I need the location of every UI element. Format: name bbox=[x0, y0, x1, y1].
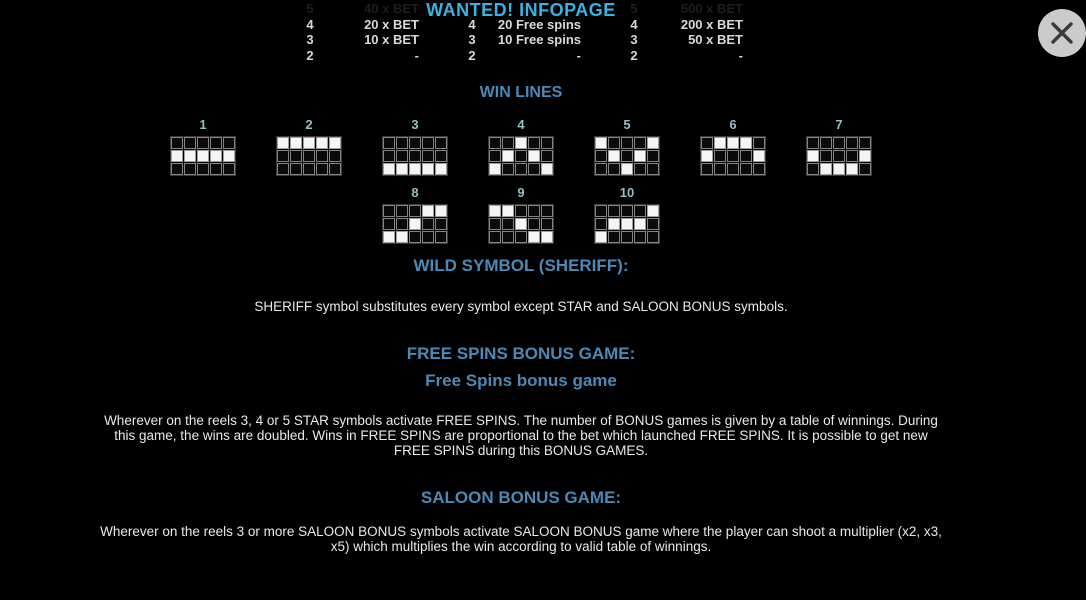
win-line-cell-off bbox=[171, 163, 183, 175]
symbol-count: 4 bbox=[468, 16, 476, 32]
win-line-grid bbox=[276, 136, 342, 176]
win-line-cell-off bbox=[647, 231, 659, 243]
wild-symbol-heading: WILD SYMBOL (SHERIFF): bbox=[413, 256, 629, 275]
win-line-cell-off bbox=[223, 163, 235, 175]
win-line-cell-off bbox=[290, 150, 302, 162]
win-line-cell-on bbox=[634, 150, 646, 162]
paytable-row bbox=[299, 48, 419, 64]
win-line-cell-off bbox=[647, 150, 659, 162]
win-line-cell-off bbox=[502, 137, 514, 149]
payout-value: 10 Free spins bbox=[497, 32, 581, 47]
win-line-number: 10 bbox=[619, 185, 635, 200]
win-line-cell-on bbox=[316, 137, 328, 149]
win-line-cell-on bbox=[647, 137, 659, 149]
win-line-cell-on bbox=[846, 163, 858, 175]
win-line-cell-off bbox=[753, 163, 765, 175]
win-line-cell-off bbox=[595, 205, 607, 217]
win-line-cell-off bbox=[396, 137, 408, 149]
symbol-count: 3 bbox=[468, 32, 476, 47]
win-line-cell-off bbox=[807, 163, 819, 175]
win-line-number: 4 bbox=[517, 117, 525, 132]
win-line-grid bbox=[382, 136, 448, 176]
win-line-cell-on bbox=[621, 218, 633, 230]
win-line-cell-on bbox=[859, 150, 871, 162]
win-line-cell-off bbox=[820, 137, 832, 149]
win-line-cell-off bbox=[701, 137, 713, 149]
win-line-cell-on bbox=[701, 150, 713, 162]
win-line-number: 7 bbox=[835, 117, 843, 132]
win-line-cell-on bbox=[647, 205, 659, 217]
win-line-cell-off bbox=[277, 163, 289, 175]
win-line-cell-off bbox=[528, 205, 540, 217]
win-line-grid bbox=[594, 204, 660, 244]
win-line-cell-off bbox=[383, 218, 395, 230]
win-line-cell-off bbox=[515, 205, 527, 217]
win-line-cell-off bbox=[859, 163, 871, 175]
win-line-cell-off bbox=[608, 137, 620, 149]
win-line-cell-on bbox=[396, 163, 408, 175]
win-line-cell-off bbox=[184, 137, 196, 149]
win-line-cell-off bbox=[714, 150, 726, 162]
win-line-cell-on bbox=[290, 137, 302, 149]
win-line-cell-on bbox=[502, 205, 514, 217]
win-line-2 bbox=[276, 116, 342, 176]
win-lines-title: WIN LINES bbox=[479, 84, 563, 101]
win-line-number: 6 bbox=[729, 117, 737, 132]
win-line-cell-off bbox=[383, 150, 395, 162]
win-line-cell-off bbox=[383, 205, 395, 217]
win-line-cell-off bbox=[383, 137, 395, 149]
payout-value: - bbox=[576, 47, 581, 63]
win-line-cell-off bbox=[489, 231, 501, 243]
win-line-cell-on bbox=[197, 150, 209, 162]
win-line-cell-off bbox=[184, 163, 196, 175]
win-line-cell-on bbox=[489, 205, 501, 217]
win-line-cell-on bbox=[608, 218, 620, 230]
win-line-number: 2 bbox=[305, 117, 313, 132]
win-line-cell-off bbox=[409, 231, 421, 243]
free-spins-heading: FREE SPINS BONUS GAME: bbox=[406, 344, 636, 363]
win-line-cell-on bbox=[820, 163, 832, 175]
win-line-cell-off bbox=[329, 150, 341, 162]
win-line-cell-off bbox=[515, 163, 527, 175]
win-line-cell-on bbox=[383, 163, 395, 175]
win-line-cell-off bbox=[859, 137, 871, 149]
win-line-cell-off bbox=[740, 163, 752, 175]
win-line-cell-off bbox=[489, 150, 501, 162]
win-line-cell-off bbox=[396, 218, 408, 230]
win-line-cell-on bbox=[621, 163, 633, 175]
payout-value: 20 x BET bbox=[364, 16, 419, 32]
win-line-cell-off bbox=[714, 163, 726, 175]
win-line-grid bbox=[170, 136, 236, 176]
win-line-cell-off bbox=[435, 150, 447, 162]
win-line-5 bbox=[594, 116, 660, 176]
payout-value: - bbox=[414, 47, 419, 63]
win-line-1 bbox=[170, 116, 236, 176]
win-line-9 bbox=[488, 184, 554, 244]
win-line-cell-off bbox=[277, 150, 289, 162]
payout-value: 10 x BET bbox=[364, 32, 419, 47]
win-line-cell-on bbox=[727, 137, 739, 149]
win-lines-row bbox=[0, 184, 1042, 244]
win-line-cell-on bbox=[184, 150, 196, 162]
win-line-cell-off bbox=[489, 137, 501, 149]
win-line-cell-off bbox=[595, 218, 607, 230]
payout-value: - bbox=[738, 47, 743, 63]
win-line-cell-off bbox=[329, 163, 341, 175]
payout-value: 40 x BET bbox=[364, 1, 419, 16]
win-line-cell-on bbox=[595, 137, 607, 149]
win-line-cell-on bbox=[422, 163, 434, 175]
win-line-cell-off bbox=[833, 137, 845, 149]
win-line-cell-off bbox=[515, 231, 527, 243]
symbol-count: 3 bbox=[306, 32, 314, 47]
win-line-cell-off bbox=[634, 163, 646, 175]
free-spins-text bbox=[0, 414, 1042, 458]
payout-value: 200 x BET bbox=[680, 16, 743, 32]
symbol-count: 2 bbox=[468, 47, 476, 63]
win-line-cell-off bbox=[396, 150, 408, 162]
win-line-cell-off bbox=[502, 231, 514, 243]
wild-symbol-text-inner: SHERIFF symbol substitutes every symbol except STAR and SALOON BONUS symbols. bbox=[254, 299, 788, 314]
win-line-cell-on bbox=[541, 163, 553, 175]
win-line-cell-on bbox=[329, 137, 341, 149]
win-line-cell-off bbox=[409, 137, 421, 149]
win-line-cell-on bbox=[489, 163, 501, 175]
win-line-cell-off bbox=[727, 163, 739, 175]
win-line-grid bbox=[488, 204, 554, 244]
payout-value: 500 x BET bbox=[680, 1, 743, 16]
win-line-cell-off bbox=[223, 137, 235, 149]
win-line-cell-off bbox=[634, 205, 646, 217]
win-line-cell-on bbox=[608, 150, 620, 162]
win-line-cell-off bbox=[608, 205, 620, 217]
win-line-cell-off bbox=[634, 231, 646, 243]
win-line-cell-on bbox=[595, 231, 607, 243]
saloon-bonus-text-inner: Wherever on the reels 3 or more SALOON BONUS symbols activate SALOON BONUS game where the player can shoot a multiplier (x2, x3, x5) which multiplies the win according to valid table of winnings. bbox=[100, 524, 942, 554]
win-line-cell-on bbox=[396, 231, 408, 243]
free-spins-subheading: Free Spins bonus game bbox=[425, 371, 617, 390]
win-line-cell-off bbox=[846, 150, 858, 162]
win-line-cell-off bbox=[753, 137, 765, 149]
win-line-cell-off bbox=[422, 150, 434, 162]
win-line-grid bbox=[594, 136, 660, 176]
win-line-cell-off bbox=[409, 150, 421, 162]
win-line-grid bbox=[488, 136, 554, 176]
win-line-number: 5 bbox=[623, 117, 631, 132]
win-line-cell-off bbox=[541, 205, 553, 217]
win-line-cell-off bbox=[502, 218, 514, 230]
win-line-cell-on bbox=[409, 163, 421, 175]
wild-symbol-text bbox=[0, 300, 1042, 315]
win-line-cell-on bbox=[171, 150, 183, 162]
win-line-cell-off bbox=[647, 163, 659, 175]
win-line-cell-off bbox=[502, 163, 514, 175]
page-title: WANTED! INFOPAGE bbox=[426, 0, 616, 20]
paytable-row bbox=[461, 32, 581, 48]
free-spins-text-inner: Wherever on the reels 3, 4 or 5 STAR symbols activate FREE SPINS. The number of BONUS games is given by a table of winnings. During this game, the wins are doubled. Wins in FREE SPINS are proportional to the bet which launched FREE SPINS. It is possible to get new FREE SPINS during this BONUS GAMES. bbox=[104, 413, 938, 458]
symbol-count: 2 bbox=[630, 47, 638, 63]
win-line-grid bbox=[382, 204, 448, 244]
symbol-count: 4 bbox=[630, 16, 638, 32]
win-line-cell-off bbox=[608, 163, 620, 175]
win-line-cell-off bbox=[621, 137, 633, 149]
win-line-cell-off bbox=[396, 205, 408, 217]
win-line-number: 8 bbox=[411, 185, 419, 200]
symbol-count: 5 bbox=[630, 1, 638, 16]
win-line-cell-off bbox=[621, 150, 633, 162]
symbol-count: 2 bbox=[306, 47, 314, 63]
win-line-cell-off bbox=[303, 150, 315, 162]
paytable-row bbox=[299, 32, 419, 48]
win-line-cell-off bbox=[541, 137, 553, 149]
win-line-cell-off bbox=[197, 137, 209, 149]
win-line-cell-on bbox=[223, 150, 235, 162]
win-line-cell-off bbox=[435, 218, 447, 230]
win-line-cell-on bbox=[383, 231, 395, 243]
win-line-cell-on bbox=[634, 218, 646, 230]
win-line-cell-off bbox=[290, 163, 302, 175]
win-line-cell-off bbox=[303, 163, 315, 175]
paytable-row bbox=[623, 48, 743, 64]
symbol-count: 3 bbox=[630, 32, 638, 47]
win-line-cell-off bbox=[595, 163, 607, 175]
win-line-cell-on bbox=[833, 163, 845, 175]
win-line-cell-on bbox=[807, 150, 819, 162]
win-line-cell-off bbox=[489, 218, 501, 230]
win-line-cell-on bbox=[528, 150, 540, 162]
payout-value: 20 Free spins bbox=[497, 16, 581, 32]
win-line-cell-off bbox=[435, 231, 447, 243]
win-line-cell-off bbox=[197, 163, 209, 175]
win-line-cell-off bbox=[541, 150, 553, 162]
win-line-cell-on bbox=[714, 137, 726, 149]
win-line-number: 9 bbox=[517, 185, 525, 200]
win-line-6 bbox=[700, 116, 766, 176]
win-line-cell-off bbox=[528, 218, 540, 230]
win-line-cell-off bbox=[727, 150, 739, 162]
close-icon bbox=[1049, 20, 1075, 46]
win-line-3 bbox=[382, 116, 448, 176]
win-line-cell-on bbox=[435, 205, 447, 217]
win-line-cell-off bbox=[833, 150, 845, 162]
win-line-number: 1 bbox=[199, 117, 207, 132]
win-line-cell-off bbox=[409, 205, 421, 217]
win-line-grid bbox=[806, 136, 872, 176]
win-line-cell-off bbox=[608, 231, 620, 243]
win-line-cell-on bbox=[210, 150, 222, 162]
win-line-cell-off bbox=[740, 150, 752, 162]
symbol-count: 5 bbox=[306, 1, 314, 16]
win-line-cell-on bbox=[409, 218, 421, 230]
win-line-cell-off bbox=[422, 231, 434, 243]
win-line-grid bbox=[700, 136, 766, 176]
close-button[interactable] bbox=[1038, 9, 1086, 57]
win-line-number: 3 bbox=[411, 117, 419, 132]
saloon-bonus-heading: SALOON BONUS GAME: bbox=[420, 488, 622, 507]
win-line-cell-off bbox=[647, 218, 659, 230]
win-line-cell-off bbox=[621, 231, 633, 243]
paytable-row bbox=[623, 32, 743, 48]
win-line-cell-off bbox=[316, 150, 328, 162]
win-line-cell-off bbox=[515, 150, 527, 162]
win-line-cell-on bbox=[541, 231, 553, 243]
win-line-cell-on bbox=[502, 150, 514, 162]
win-line-cell-off bbox=[701, 163, 713, 175]
win-line-cell-off bbox=[634, 137, 646, 149]
win-line-cell-off bbox=[528, 163, 540, 175]
win-line-cell-off bbox=[210, 137, 222, 149]
win-line-cell-off bbox=[171, 137, 183, 149]
win-line-cell-off bbox=[210, 163, 222, 175]
paytable-row bbox=[461, 48, 581, 64]
win-line-10 bbox=[594, 184, 660, 244]
win-line-cell-off bbox=[595, 150, 607, 162]
win-line-cell-on bbox=[422, 205, 434, 217]
win-line-cell-off bbox=[528, 137, 540, 149]
win-line-7 bbox=[806, 116, 872, 176]
win-line-cell-off bbox=[422, 137, 434, 149]
win-line-cell-off bbox=[807, 137, 819, 149]
win-line-cell-on bbox=[753, 150, 765, 162]
win-line-cell-off bbox=[846, 137, 858, 149]
win-line-cell-on bbox=[277, 137, 289, 149]
win-line-cell-off bbox=[422, 218, 434, 230]
win-line-cell-on bbox=[435, 163, 447, 175]
win-lines bbox=[0, 116, 1042, 244]
win-line-cell-on bbox=[740, 137, 752, 149]
saloon-bonus-text bbox=[0, 525, 1042, 555]
payout-value: 50 x BET bbox=[688, 32, 743, 47]
win-line-cell-off bbox=[316, 163, 328, 175]
symbol-count: 4 bbox=[306, 16, 314, 32]
win-line-cell-on bbox=[515, 218, 527, 230]
win-line-cell-off bbox=[435, 137, 447, 149]
win-line-cell-off bbox=[541, 218, 553, 230]
win-line-cell-on bbox=[528, 231, 540, 243]
win-line-cell-off bbox=[621, 205, 633, 217]
win-lines-row bbox=[0, 116, 1042, 176]
win-line-cell-off bbox=[820, 150, 832, 162]
win-line-4 bbox=[488, 116, 554, 176]
win-line-cell-on bbox=[303, 137, 315, 149]
win-line-cell-on bbox=[515, 137, 527, 149]
win-line-8 bbox=[382, 184, 448, 244]
